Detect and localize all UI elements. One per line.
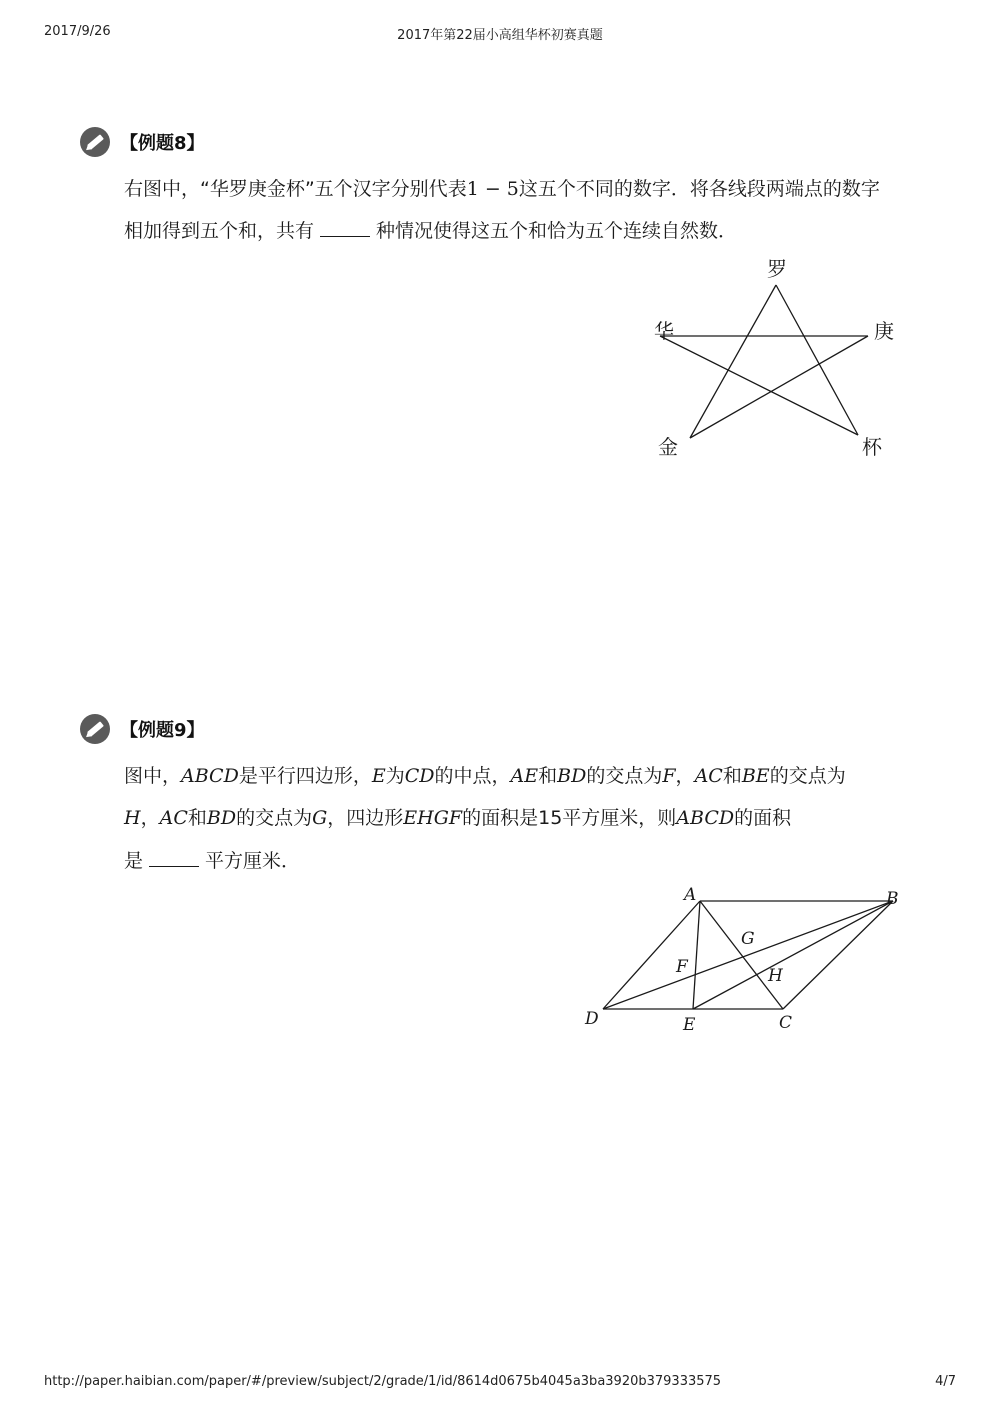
text-segment: 相加得到五个和，共有	[124, 220, 315, 242]
label-g: G	[741, 929, 755, 949]
segment-da	[603, 901, 700, 1009]
math-number: 5	[506, 178, 519, 200]
text-segment: 种情况使得这五个和恰为五个连续自然数．	[376, 220, 738, 242]
text-segment: 的交点为	[236, 807, 313, 829]
example-9-line-1	[124, 761, 846, 788]
segment-be	[693, 901, 893, 1009]
example-8-line-1	[124, 174, 880, 201]
text-segment: 和	[187, 807, 207, 829]
label-bottom-right: 杯	[862, 435, 882, 459]
parallelogram-figure	[575, 880, 915, 1040]
text-segment: 右图中，“华罗庚金杯”五个汉字分别代表	[124, 178, 467, 200]
text-segment: 是	[124, 850, 144, 872]
label-bottom-left: 金	[658, 435, 678, 459]
label-left: 华	[654, 319, 674, 343]
segment-ae	[693, 901, 700, 1009]
text-segment: ，四边形	[327, 807, 404, 829]
text-segment: 平方厘米．	[205, 850, 301, 872]
label-f: F	[676, 957, 688, 977]
example-9-line-3	[124, 846, 300, 873]
text-segment: ，	[140, 807, 160, 829]
label-right: 庚	[874, 319, 894, 343]
text-segment: 是平行四边形，	[238, 765, 372, 787]
text-segment: 的面积	[734, 807, 792, 829]
header-title: 2017年第22届小高组华杯初赛真题	[397, 28, 603, 43]
example-9-line-2	[124, 803, 791, 830]
math-var: E	[371, 765, 386, 787]
text-segment: 和	[538, 765, 558, 787]
answer-blank	[320, 220, 370, 237]
star-figure	[640, 250, 910, 470]
text-segment: 的交点为	[769, 765, 846, 787]
math-var: ABCD	[676, 807, 735, 829]
pencil-icon	[80, 714, 110, 744]
pencil-icon	[80, 127, 110, 157]
star-edge	[776, 285, 858, 435]
math-var: G	[312, 807, 328, 829]
star-edge	[660, 336, 858, 435]
segment-bd	[603, 901, 893, 1009]
example-8-heading	[80, 127, 205, 157]
example-9-heading	[80, 714, 205, 744]
footer-page-number: 4/7	[935, 1374, 956, 1389]
example-8-title: 【例题8】	[120, 133, 205, 154]
math-var: AE	[510, 765, 539, 787]
star-edge	[690, 336, 868, 438]
segment-ac	[700, 901, 783, 1009]
text-segment: 这五个不同的数字．将各线段两端点的数字	[518, 178, 880, 200]
text-segment: 的交点为	[586, 765, 663, 787]
text-segment: 为	[385, 765, 405, 787]
math-var: AC	[694, 765, 723, 787]
math-dash: −	[478, 178, 507, 200]
math-var: CD	[404, 765, 435, 787]
text-segment: ，	[675, 765, 695, 787]
star-edge	[690, 285, 776, 438]
label-top: 罗	[767, 257, 787, 281]
segment-bc	[783, 901, 893, 1009]
footer-url: http://paper.haibian.com/paper/#/preview/subject/2/grade/1/id/8614d0675b4045a3ba3920b379333575	[44, 1374, 722, 1389]
math-var: BE	[741, 765, 770, 787]
math-var: BD	[557, 765, 587, 787]
example-8-line-2	[124, 216, 737, 243]
math-var: F	[662, 765, 676, 787]
header-date: 2017/9/26	[44, 24, 111, 39]
answer-blank	[149, 850, 199, 867]
math-var: AC	[159, 807, 188, 829]
text-segment: 的中点，	[434, 765, 511, 787]
text-segment: 的面积是15平方厘米，则	[462, 807, 677, 829]
text-segment: 和	[722, 765, 742, 787]
label-e: E	[683, 1015, 696, 1035]
example-9-title: 【例题9】	[120, 720, 205, 741]
math-var: EHGF	[403, 807, 463, 829]
label-b: B	[886, 889, 899, 909]
math-var: ABCD	[181, 765, 239, 787]
label-a: A	[684, 885, 697, 905]
label-c: C	[779, 1013, 793, 1033]
math-var: H	[124, 807, 141, 829]
math-number: 1	[466, 178, 479, 200]
text-segment: 图中，	[124, 765, 182, 787]
label-h: H	[768, 966, 783, 986]
label-d: D	[585, 1009, 599, 1029]
math-var: BD	[206, 807, 237, 829]
